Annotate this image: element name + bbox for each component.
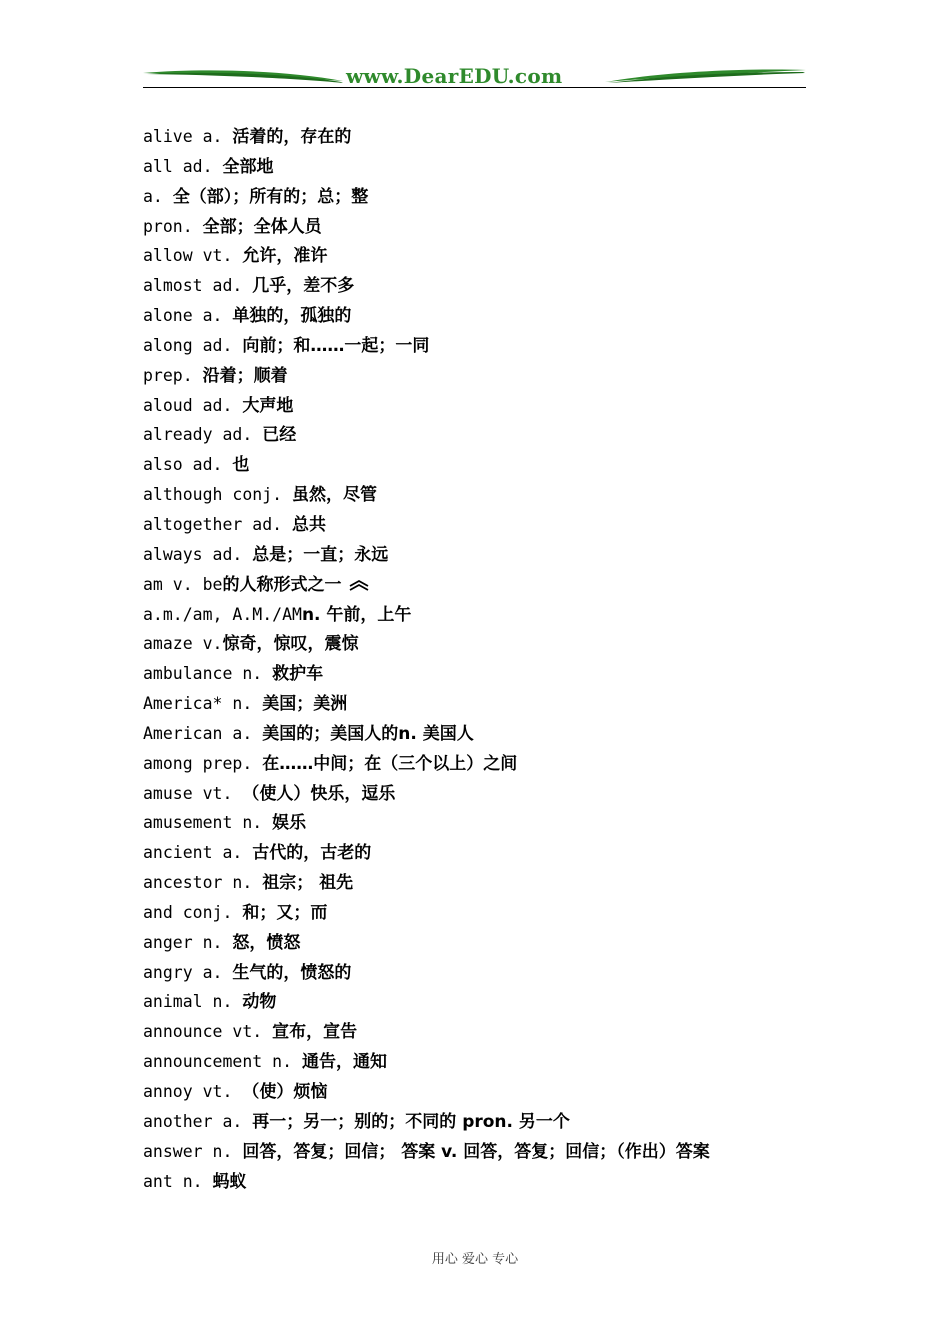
entry-definition: 美国的；美国人的n. 美国人 (262, 723, 474, 744)
entry-term: amusement n. (143, 813, 273, 833)
entry-definition: 回答，答复；回信； 答案 v. 回答，答复；回信；（作出）答案 (242, 1141, 710, 1162)
entry-definition: 祖宗； 祖先 (262, 873, 354, 894)
entry-term: aloud ad. (143, 395, 243, 415)
entry-definition: 救护车 (272, 664, 324, 685)
entry-term: ancestor n. (143, 873, 263, 893)
vocab-entry (143, 122, 823, 152)
entry-term: altogether ad. (143, 514, 293, 534)
entry-definition: 怒，愤怒 (232, 932, 301, 953)
entry-definition: 动物 (242, 992, 277, 1013)
entry-definition: 向前；和……一起；一同 (242, 335, 430, 356)
vocab-entry (143, 361, 823, 391)
vocab-entry (143, 898, 823, 928)
entry-term: angry a. (143, 962, 233, 982)
entry-term: pron. (143, 216, 203, 236)
vocab-entry (143, 838, 823, 868)
vocab-entry (143, 629, 823, 659)
entry-definition: 全（部）；所有的；总；整 (172, 186, 369, 207)
entry-definition: 单独的，孤独的 (232, 306, 352, 327)
entry-term: anger n. (143, 932, 233, 952)
entry-definition: 通告，通知 (301, 1052, 387, 1073)
entry-term: annoy vt. (143, 1082, 243, 1101)
entry-term: although conj. (143, 485, 293, 505)
entry-term: animal n. (143, 992, 243, 1012)
vocab-entry (143, 779, 823, 809)
entry-definition: 总共 (292, 514, 327, 535)
entry-term: American a. (143, 723, 263, 743)
vocab-entry (143, 600, 823, 630)
page-header (143, 62, 806, 92)
entry-term: amuse vt. (143, 783, 243, 803)
entry-definition: 已经 (262, 425, 297, 446)
entry-term: always ad. (143, 544, 253, 564)
vocab-entry (143, 331, 823, 361)
entry-definition: （使）烦恼 (242, 1082, 328, 1102)
vocab-entry (143, 450, 823, 480)
entry-definition: （使人）快乐，逗乐 (242, 783, 396, 804)
entry-term: alive a. (143, 127, 233, 146)
vocab-entry (143, 749, 823, 779)
vocab-entry (143, 1137, 823, 1167)
entry-definition: 全部地 (222, 156, 274, 177)
vocab-entry (143, 928, 823, 958)
entry-term: already ad. (143, 425, 263, 445)
vocab-entry (143, 212, 823, 242)
entry-term: and conj. (143, 902, 243, 922)
entry-term: allow vt. (143, 246, 243, 266)
vocab-entry (143, 1077, 823, 1107)
vocab-entry (143, 152, 823, 182)
entry-term: ancient a. (143, 843, 253, 863)
entry-term: alone a. (143, 306, 233, 326)
vocab-entry (143, 182, 823, 212)
entry-definition: 在……中间；在（三个以上）之间 (262, 753, 518, 774)
entry-definition: 宣布，宣告 (272, 1022, 358, 1043)
entry-definition: 活着的，存在的 (232, 127, 352, 147)
vocab-entry (143, 1107, 823, 1137)
vocab-entry (143, 659, 823, 689)
vocab-entry (143, 689, 823, 719)
entry-definition: 美国；美洲 (262, 694, 348, 715)
vocab-entry (143, 808, 823, 838)
entry-term: am v. be (143, 574, 223, 594)
vocab-entry (143, 958, 823, 988)
header-divider (143, 87, 806, 88)
page-footer: 用心 爱心 专心 (431, 1252, 519, 1267)
entry-definition: 蚂蚁 (212, 1171, 247, 1192)
entry-term: amaze v. (143, 634, 223, 654)
vocab-entry (143, 1017, 823, 1047)
vocab-entry (143, 719, 823, 749)
entry-definition: 的人称形式之一 (222, 574, 342, 595)
vocab-entry (143, 540, 823, 570)
entry-definition: 生气的，愤怒的 (232, 962, 352, 983)
entry-term: all ad. (143, 156, 223, 176)
entry-definition: 全部；全体人员 (202, 216, 322, 237)
entry-definition: 和；又；而 (242, 902, 328, 923)
entry-definition: 允许，准许 (242, 246, 328, 267)
vocab-entry (143, 868, 823, 898)
entry-term: along ad. (143, 335, 243, 355)
vocab-entry (143, 570, 823, 600)
entry-definition: 大声地 (242, 395, 294, 416)
entry-definition: 沿着；顺着 (202, 365, 288, 386)
entry-definition: 总是；一直；永远 (252, 544, 389, 565)
entry-term: almost ad. (143, 276, 253, 296)
entry-term: a.m./am, A.M./AM (143, 604, 302, 624)
entry-term: ant n. (143, 1171, 213, 1191)
vocab-entry (143, 1167, 823, 1197)
entry-term: answer n. (143, 1141, 243, 1161)
double-chevron-up-icon (349, 579, 369, 591)
entry-definition: 几乎，差不多 (252, 276, 355, 297)
entry-definition: 虽然，尽管 (292, 485, 378, 506)
vocab-entry (143, 510, 823, 540)
entry-term: also ad. (143, 455, 233, 475)
vocab-entry (143, 480, 823, 510)
entry-term: America* n. (143, 694, 263, 714)
vocab-entry (143, 987, 823, 1017)
entry-definition: 再一；另一；别的；不同的 pron. 另一个 (252, 1111, 570, 1132)
site-logo[interactable]: www.DearEDU.com (346, 64, 563, 88)
vocab-entry (143, 391, 823, 421)
vocab-entry (143, 1047, 823, 1077)
vocab-entry (143, 241, 823, 271)
entry-term: a. (143, 186, 173, 206)
entry-term: ambulance n. (143, 664, 273, 684)
entry-definition: 古代的，古老的 (252, 843, 372, 864)
vocab-entry (143, 271, 823, 301)
entry-definition: 惊奇，惊叹，震惊 (222, 634, 359, 655)
entry-term: prep. (143, 365, 203, 385)
entry-definition: n. 午前，上午 (301, 604, 412, 625)
vocab-entry (143, 301, 823, 331)
entry-term: among prep. (143, 753, 263, 773)
entry-term: another a. (143, 1111, 253, 1131)
entry-term: announce vt. (143, 1022, 273, 1042)
entry-term: announcement n. (143, 1052, 302, 1072)
entry-definition: 也 (232, 455, 250, 476)
vocabulary-list (143, 122, 823, 1196)
entry-definition: 娱乐 (272, 813, 307, 834)
vocab-entry (143, 420, 823, 450)
